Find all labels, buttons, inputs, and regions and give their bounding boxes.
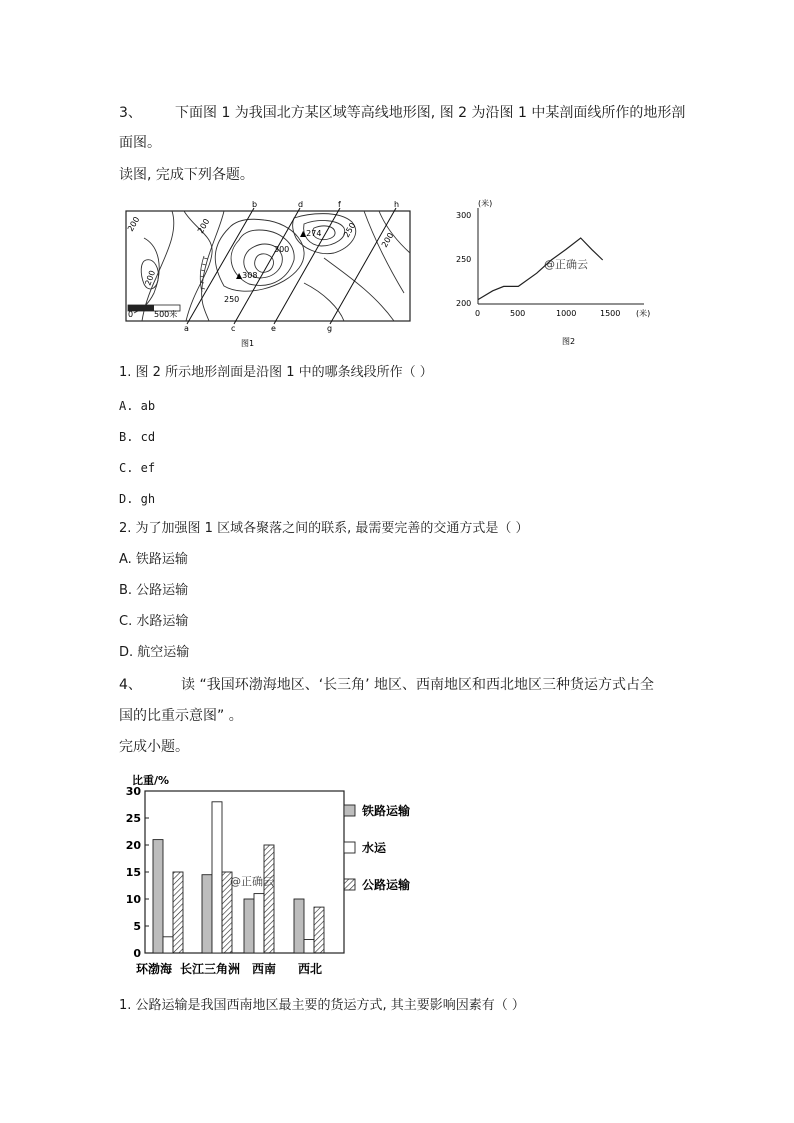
peak-label-274: ▲274 xyxy=(300,229,322,238)
bar-水运-长江三角洲 xyxy=(212,802,222,953)
profile-watermark: @正确云 xyxy=(544,258,588,271)
peak-label-308: ▲308 xyxy=(236,271,258,280)
q3-sub1-option-d: D. gh xyxy=(119,492,156,506)
y-tick-label: 30 xyxy=(125,785,141,798)
profile-y-tick: 200 xyxy=(456,299,472,308)
bar-铁路运输-西北 xyxy=(294,899,304,953)
q3-number: 3、 xyxy=(119,105,142,121)
q3-intro-line1 xyxy=(119,104,685,122)
endpoint-b: b xyxy=(252,200,258,209)
contour-label: 250 xyxy=(341,221,358,239)
q3-sub1-stem: 1. 图 2 所示地形剖面是沿图 1 中的哪条线段所作（ ） xyxy=(119,365,433,380)
bar-水运-西南 xyxy=(254,894,264,953)
q4-instruction: 完成小题。 xyxy=(119,739,189,755)
q3-sub2-stem: 2. 为了加强图 1 区域各聚落之间的联系, 最需要完善的交通方式是（ ） xyxy=(119,521,529,536)
contour-label: 200 xyxy=(143,269,158,287)
endpoint-f: f xyxy=(338,200,341,209)
legend-label: 铁路运输 xyxy=(362,804,411,818)
bar-铁路运输-西南 xyxy=(244,899,254,953)
x-category-label: 西南 xyxy=(252,962,277,976)
fig1-caption: 图1 xyxy=(241,339,255,348)
profile-y-tick: 300 xyxy=(456,211,472,220)
endpoint-g: g xyxy=(327,324,333,333)
q4-sub1-stem: 1. 公路运输是我国西南地区最主要的货运方式, 其主要影响因素有（ ） xyxy=(119,998,525,1013)
bar-公路运输-西北 xyxy=(314,907,324,953)
profile-x-tick: 1000 xyxy=(556,309,577,318)
q3-intro-text: 下面图 1 为我国北方某区域等高线地形图, 图 2 为沿图 1 中某剖面线所作的地形剖 xyxy=(175,105,686,121)
profile-x-tick: 0 xyxy=(475,309,481,318)
contour-label: 200 xyxy=(379,231,396,249)
q3-sub2-option-a: A. 铁路运输 xyxy=(119,552,188,567)
legend-swatch xyxy=(344,805,355,816)
x-category-label: 西北 xyxy=(298,962,323,976)
bar-水运-环渤海 xyxy=(163,937,173,953)
profile-x-tick: 500 xyxy=(510,309,526,318)
q3-sub1-option-b: B. cd xyxy=(119,430,156,444)
q3-sub2-option-d: D. 航空运输 xyxy=(119,645,190,660)
endpoint-c: c xyxy=(231,324,236,333)
bar-铁路运输-长江三角洲 xyxy=(202,875,212,953)
legend-label: 公路运输 xyxy=(362,878,411,892)
y-tick-label: 20 xyxy=(125,839,141,852)
endpoint-d: d xyxy=(298,200,304,209)
y-tick-label: 0 xyxy=(133,947,141,960)
bar-铁路运输-环渤海 xyxy=(153,840,163,953)
freight-share-bar-chart xyxy=(118,770,428,982)
bar-水运-西北 xyxy=(304,940,314,954)
endpoint-e: e xyxy=(271,324,276,333)
q4-intro-line1 xyxy=(119,676,654,694)
profile-x-unit: (米) xyxy=(636,309,651,318)
legend-swatch xyxy=(344,879,355,890)
legend-swatch xyxy=(344,842,355,853)
map-frame xyxy=(126,211,410,321)
q4-number: 4、 xyxy=(119,677,142,693)
endpoint-h: h xyxy=(394,200,400,209)
contour-label: 300 xyxy=(274,245,290,254)
contour-label: 250 xyxy=(224,295,240,304)
scale-zero: 0 xyxy=(128,310,134,319)
endpoint-a: a xyxy=(184,324,189,333)
y-tick-label: 25 xyxy=(125,812,141,825)
profile-y-tick: 250 xyxy=(456,255,472,264)
chart-watermark: @正确云 xyxy=(230,875,274,888)
q4-intro-line2: 国的比重示意图” 。 xyxy=(119,708,243,724)
fig2-caption: 图2 xyxy=(562,337,576,346)
y-tick-label: 10 xyxy=(125,893,141,906)
x-category-label: 环渤海 xyxy=(136,962,173,976)
q3-sub1-option-c: C. ef xyxy=(119,461,156,475)
q3-instruction: 读图, 完成下列各题。 xyxy=(119,167,254,183)
q4-intro-text: 读 “我国环渤海地区、‘长三角’ 地区、西南地区和西北地区三种货运方式占全 xyxy=(181,677,655,693)
profile-y-unit: (米) xyxy=(478,199,493,208)
q3-intro-line2: 面图。 xyxy=(119,135,161,151)
y-tick-label: 5 xyxy=(133,920,141,933)
legend-label: 水运 xyxy=(362,841,387,855)
profile-x-tick: 1500 xyxy=(600,309,621,318)
q3-sub1-option-a: A. ab xyxy=(119,399,156,413)
contour-label: 200 xyxy=(195,217,212,235)
y-tick-label: 15 xyxy=(125,866,141,879)
profile-figure xyxy=(448,198,658,350)
scale-label: 500米 xyxy=(154,310,178,319)
bar-公路运输-西南 xyxy=(264,845,274,953)
x-category-label: 长江三角洲 xyxy=(180,962,241,976)
q3-sub2-option-b: B. 公路运输 xyxy=(119,583,189,598)
q3-sub2-option-c: C. 水路运输 xyxy=(119,614,189,629)
bar-公路运输-环渤海 xyxy=(173,872,183,953)
contour-lines xyxy=(134,211,410,321)
contour-label: 200 xyxy=(125,215,142,233)
chart-y-label: 比重/% xyxy=(132,774,170,787)
contour-map-figure xyxy=(124,198,414,350)
